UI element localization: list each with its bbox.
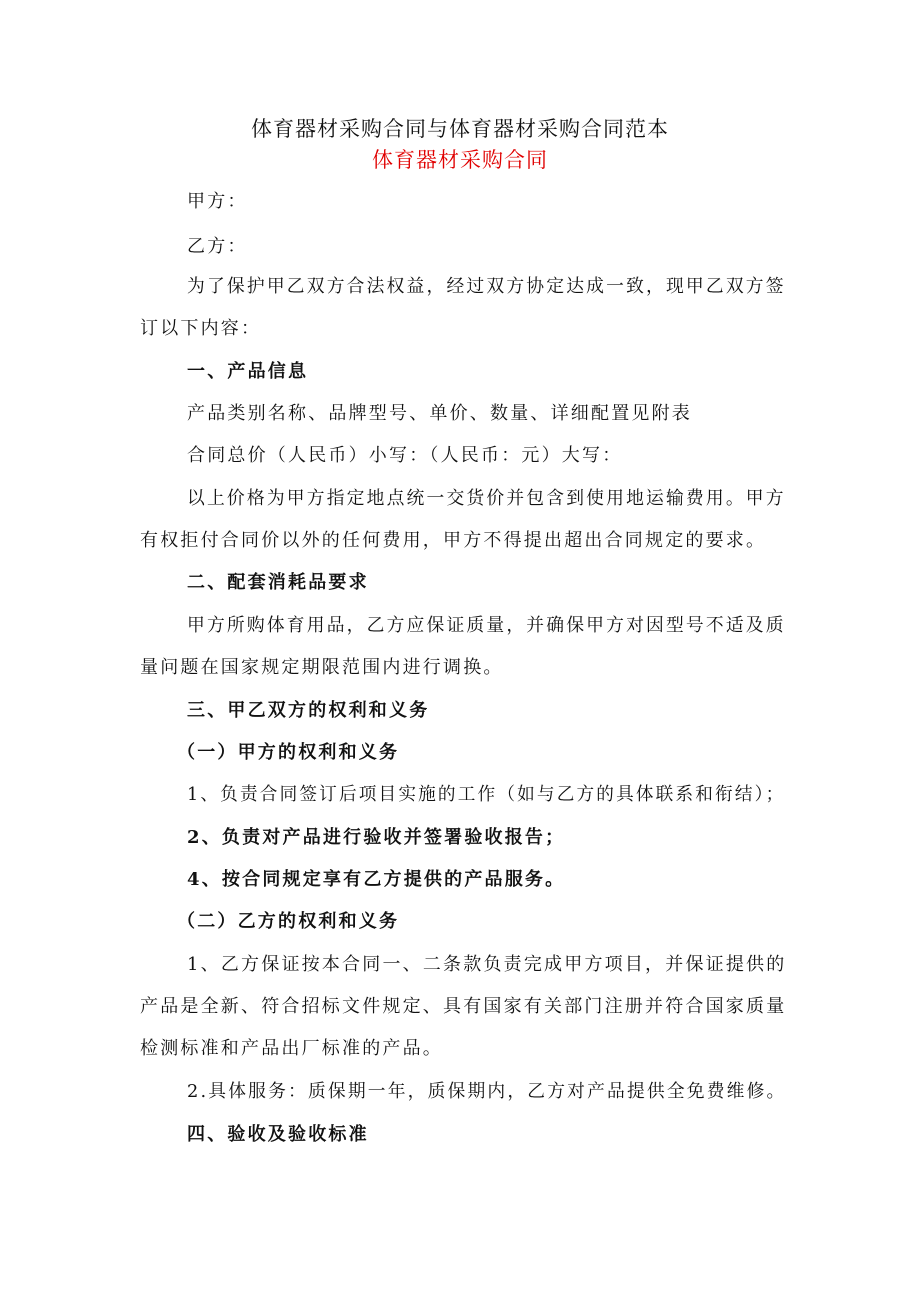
party-a-line: 甲方：	[187, 191, 248, 212]
section-heading: 三、甲乙双方的权利和义务	[187, 700, 430, 721]
subsection-heading: （一）甲方的权利和义务	[177, 742, 400, 763]
paragraph-line: 产品类别名称、品牌型号、单价、数量、详细配置见附表	[187, 403, 692, 424]
section-heading: 一、产品信息	[187, 361, 309, 382]
list-item: 4、按合同规定享有乙方提供的产品服务。	[187, 869, 566, 890]
subsection-heading: （二）乙方的权利和义务	[177, 911, 400, 932]
paragraph-line: 合同总价（人民币）小写：（人民币：元）大写：	[187, 445, 623, 466]
paragraph-line: 有权拒付合同价以外的任何费用，甲方不得提出超出合同规定的要求。	[140, 530, 767, 551]
party-b-line: 乙方：	[187, 236, 248, 257]
list-item: 1、乙方保证按本合同一、二条款负责完成甲方项目，并保证提供的	[187, 954, 787, 975]
list-item: 2、负责对产品进行验收并签署验收报告；	[187, 827, 566, 848]
paragraph-line: 产品是全新、符合招标文件规定、具有国家有关部门注册并符合国家质量	[140, 996, 787, 1017]
paragraph-line: 订以下内容：	[140, 318, 262, 339]
paragraph-line: 以上价格为甲方指定地点统一交货价并包含到使用地运输费用。甲方	[187, 488, 786, 509]
document-title: 体育器材采购合同与体育器材采购合同范本	[251, 117, 669, 141]
section-heading: 二、配套消耗品要求	[187, 572, 369, 593]
paragraph-line: 甲方所购体育用品，乙方应保证质量，并确保甲方对因型号不适及质	[187, 615, 786, 636]
section-heading: 四、验收及验收标准	[187, 1124, 369, 1145]
document-subtitle: 体育器材采购合同	[372, 148, 548, 172]
paragraph-line: 量问题在国家规定期限范围内进行调换。	[140, 657, 504, 678]
list-item: 1、负责合同签订后项目实施的工作（如与乙方的具体联系和衔结）；	[187, 784, 786, 805]
list-item: 2.具体服务：质保期一年，质保期内，乙方对产品提供全免费维修。	[187, 1081, 787, 1102]
paragraph-line: 检测标准和产品出厂标准的产品。	[140, 1038, 443, 1059]
paragraph-line: 为了保护甲乙双方合法权益，经过双方协定达成一致，现甲乙双方签	[187, 276, 786, 297]
